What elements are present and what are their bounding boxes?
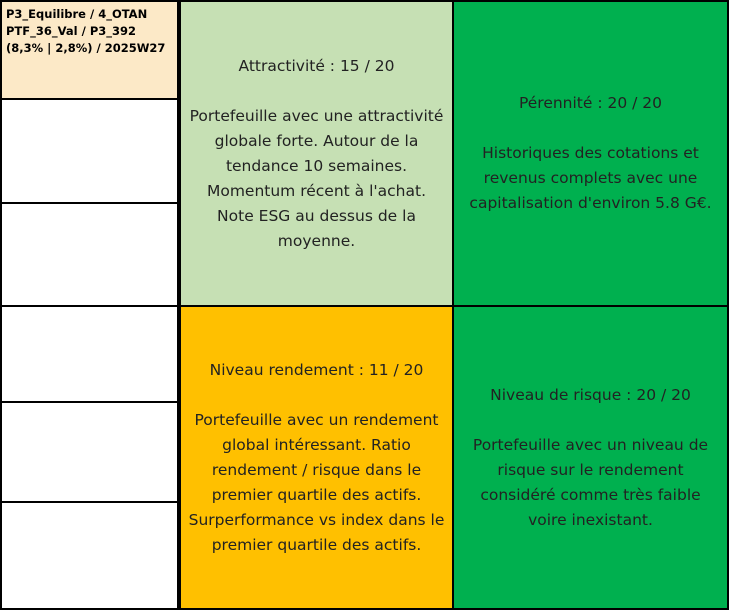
header-line-3: (8,3% | 2,8%) / 2025W27	[6, 41, 166, 55]
perennite-desc-line: capitalisation d'environ 5.8 G€.	[469, 194, 712, 212]
risque-desc-line: risque sur le rendement	[497, 460, 684, 479]
blank-cell	[0, 401, 179, 503]
risque-panel	[452, 305, 729, 610]
perennite-desc-line: revenus complets avec une	[483, 169, 698, 187]
rendement-desc-line: rendement / risque dans le	[211, 460, 422, 479]
header-line-1: P3_Equilibre / 4_OTAN	[6, 7, 148, 21]
attractivite-panel	[179, 0, 454, 307]
rendement-desc-line: Portefeuille avec un rendement	[194, 410, 439, 429]
attractivite-desc-line: globale forte. Autour de la	[214, 131, 419, 150]
perennite-panel	[452, 0, 729, 307]
perennite-title: Pérennité : 20 / 20	[518, 94, 663, 112]
attractivite-desc-line: moyenne.	[277, 231, 356, 250]
risque-title: Niveau de risque : 20 / 20	[490, 385, 691, 404]
rendement-desc-line: Surperformance vs index dans le	[188, 510, 445, 529]
attractivite-desc-line: tendance 10 semaines.	[225, 156, 408, 175]
attractivite-desc-line: Portefeuille avec une attractivité	[189, 106, 444, 125]
attractivite-title: Attractivité : 15 / 20	[238, 56, 395, 75]
attractivite-desc-line: Note ESG au dessus de la	[217, 206, 416, 225]
portfolio-header	[0, 0, 179, 100]
blank-cell	[0, 98, 179, 204]
attractivite-desc-line: Momentum récent à l'achat.	[206, 181, 427, 200]
rendement-desc-line: global intéressant. Ratio	[222, 435, 411, 454]
risque-desc-line: voire inexistant.	[528, 510, 653, 529]
rendement-desc-line: premier quartile des actifs.	[211, 485, 422, 504]
rendement-desc-line: premier quartile des actifs.	[211, 535, 422, 554]
rendement-title: Niveau rendement : 11 / 20	[209, 360, 424, 379]
blank-cell	[0, 501, 179, 610]
perennite-desc-line: Historiques des cotations et	[482, 144, 699, 162]
blank-cell	[0, 305, 179, 403]
blank-cell	[0, 202, 179, 307]
risque-desc-line: considéré comme très faible	[480, 485, 701, 504]
rendement-panel	[179, 305, 454, 610]
risque-desc-line: Portefeuille avec un niveau de	[472, 435, 709, 454]
header-line-2: PTF_36_Val / P3_392	[6, 24, 136, 38]
